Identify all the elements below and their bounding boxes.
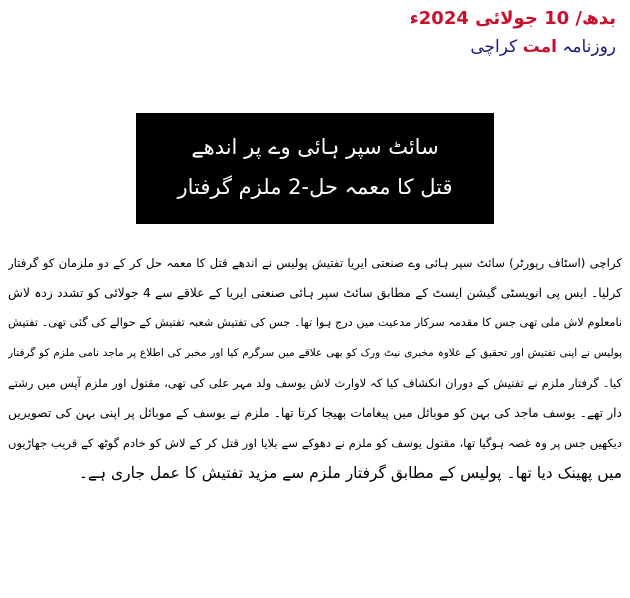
article-line: نامعلوم لاش ملی تھی جس کا مقدمہ سرکار مدعیت میں درج ہوا تھا۔ جس کی تفتیش شعبہ تفتیش کے حوالے کی گئی تھی۔ تفتیش <box>8 316 622 329</box>
article-line: کرلیا۔ ایس پی انویسٹی گیشن ایسٹ کے مطابق سائٹ سپر ہائی صنعتی ایریا کے علاقے سے 4 جولائی کو تشدد زدہ لاش <box>8 286 622 300</box>
article-line: میں پھینک دیا تھا۔ پولیس کے مطابق گرفتار ملزم سے مزید تفتیش کا عمل جاری ہے۔ <box>78 464 622 482</box>
article-line: پولیس نے اپنی تفتیش اور تحقیق کے علاوہ مخبری نیٹ ورک کو بھی علاقے میں سرگرم کیا اور مخبر کی اطلاع پر ماجد نامی ملزم کو گرفتار <box>8 347 622 359</box>
headline-line-2: قتل کا معمہ حل-2 ملزم گرفتار <box>177 175 453 199</box>
article-body <box>8 248 622 488</box>
article-line: دیکھیں جس پر وہ غصہ ہوگیا تھا، مقتول یوسف کو ملزم نے دھوکے سے بلایا اور قتل کر کے لاش کو خادم گوٹھ کے قریب جھاڑیوں <box>8 436 622 450</box>
headline-box <box>136 113 494 224</box>
newspaper-name <box>356 34 616 60</box>
masthead <box>356 6 616 60</box>
newspaper-prefix: روزنامہ <box>556 37 616 57</box>
article-line: کیا۔ گرفتار ملزم نے تفتیش کے دوران انکشاف کیا کہ لاوارث لاش یوسف ولد مہر علی کی تھی، مقتول اور ملزم آپس میں رشتے <box>8 376 622 390</box>
headline-line-1: سائٹ سپر ہائی وے پر اندھے <box>191 135 439 159</box>
newspaper-brand: امت <box>522 37 557 57</box>
article-line: دار تھے۔ یوسف ماجد کی بہن کو موبائل میں پیغامات بھیجا کرتا تھا۔ ملزم نے یوسف کے موبائل پر اپنی بہن کی تصویریں <box>8 406 622 420</box>
article-line: کراچی (اسٹاف رپورٹر) سائٹ سپر ہائی وے صنعتی ایریا تفتیش پولیس نے اندھے قتل کا معمہ حل کر کے دو ملزمان کو گرفتار <box>8 256 622 270</box>
publication-date: بدھ/ 10 جولائی 2024ء <box>409 8 616 29</box>
newspaper-city: کراچی <box>470 37 523 57</box>
